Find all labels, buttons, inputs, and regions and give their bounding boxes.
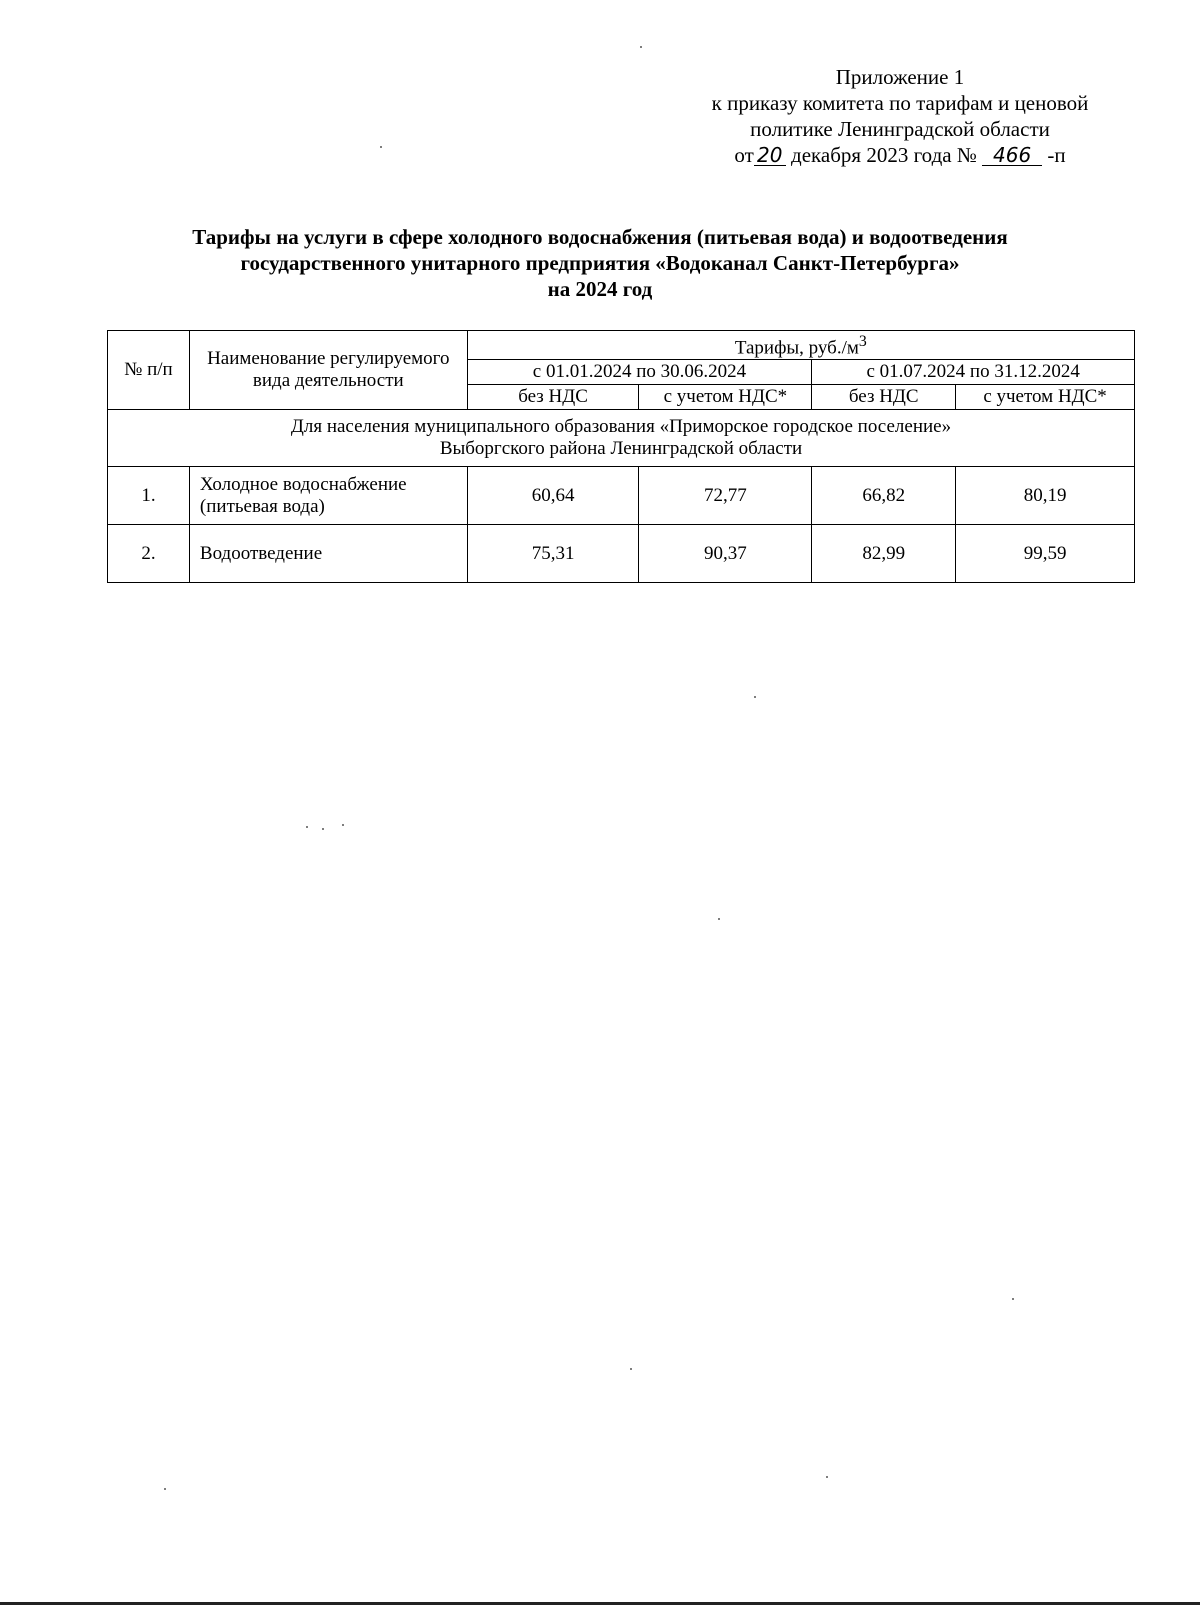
group-line-1: Для населения муниципального образования «Приморское городское поселение» <box>290 416 952 438</box>
row-number: 2. <box>108 525 190 583</box>
row-p2-no-vat: 82,99 <box>812 525 956 583</box>
scan-speck <box>164 1488 166 1490</box>
row-p2-with-vat: 80,19 <box>956 467 1135 525</box>
header-row-1 <box>108 331 1135 360</box>
scan-bottom-edge <box>0 1602 1200 1605</box>
scan-speck <box>718 918 720 920</box>
date-prefix: от <box>734 143 754 167</box>
scan-speck <box>630 1368 632 1370</box>
approval-line-1: Приложение 1 <box>835 65 965 89</box>
scan-speck <box>322 828 324 830</box>
scan-speck <box>1012 1298 1014 1300</box>
scan-speck <box>826 1476 828 1478</box>
group-line-2: Выборгского района Ленинградской области <box>439 438 803 460</box>
order-suffix: -п <box>1042 143 1066 167</box>
header-p2-with-vat: с учетом НДС* <box>956 385 1135 410</box>
header-p1-with-vat: с учетом НДС* <box>639 385 812 410</box>
title-line-3: на 2024 год <box>547 277 653 301</box>
header-activity-name: Наименование регулируемого вида деятельности <box>189 331 467 410</box>
row-p1-no-vat: 60,64 <box>467 467 639 525</box>
order-number-handwritten: 466 <box>982 145 1042 166</box>
table-row <box>108 525 1135 583</box>
row-activity-name: Водоотведение <box>189 525 467 583</box>
scan-speck <box>306 826 308 828</box>
approval-date-line <box>660 142 1140 168</box>
row-number: 1. <box>108 467 190 525</box>
row-p1-with-vat: 90,37 <box>639 525 812 583</box>
approval-line-3: политике Ленинградской области <box>750 117 1050 141</box>
header-period-1: с 01.01.2024 по 30.06.2024 <box>467 360 812 385</box>
date-day-handwritten: 20 <box>754 145 786 166</box>
approval-block <box>660 64 1140 168</box>
scan-speck <box>754 696 756 698</box>
group-caption <box>108 410 1135 467</box>
tariffs-table <box>107 330 1135 583</box>
scan-speck <box>342 824 344 826</box>
group-row <box>108 410 1135 467</box>
title-line-2: государственного унитарного предприятия «Водоканал Санкт-Петербурга» <box>240 251 960 275</box>
row-p1-no-vat: 75,31 <box>467 525 639 583</box>
header-p1-no-vat: без НДС <box>467 385 639 410</box>
document-title <box>120 224 1080 302</box>
row-p2-no-vat: 66,82 <box>812 467 956 525</box>
date-rest: декабря 2023 года № <box>785 143 983 167</box>
header-number: № п/п <box>108 331 190 410</box>
row-p1-with-vat: 72,77 <box>639 467 812 525</box>
table-row <box>108 467 1135 525</box>
header-tariffs: Тарифы, $руб./м^3$ <box>467 331 1134 360</box>
header-p2-no-vat: без НДС <box>812 385 956 410</box>
row-p2-with-vat: 99,59 <box>956 525 1135 583</box>
unit-superscript: 3 <box>858 333 867 350</box>
scan-speck <box>380 146 382 148</box>
header-period-2: с 01.07.2024 по 31.12.2024 <box>812 360 1135 385</box>
scan-speck <box>640 46 642 48</box>
row-activity-name: Холодное водоснабжение (питьевая вода) <box>189 467 467 525</box>
title-line-1: Тарифы на услуги в сфере холодного водоснабжения (питьевая вода) и водоотведения <box>192 225 1008 249</box>
approval-line-2: к приказу комитета по тарифам и ценовой <box>711 91 1089 115</box>
